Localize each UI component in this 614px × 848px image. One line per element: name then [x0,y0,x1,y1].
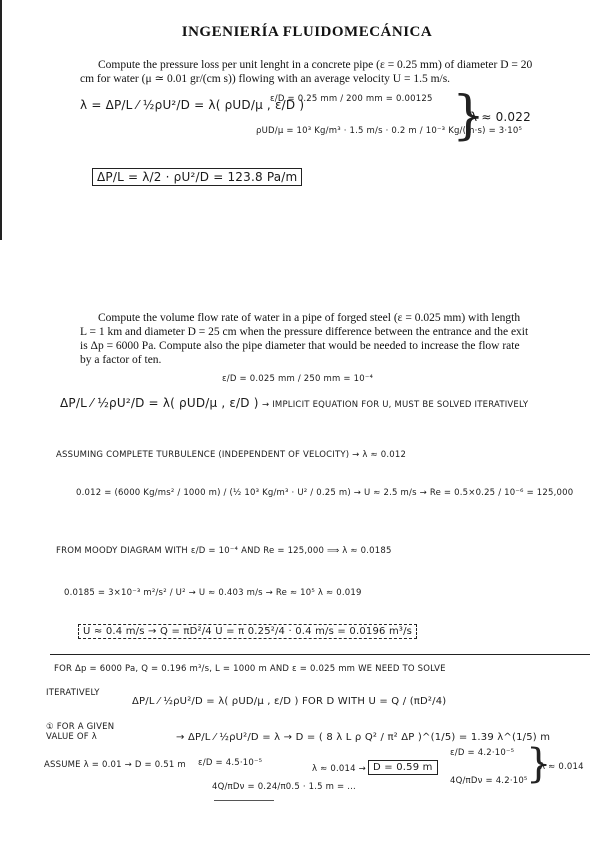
problem1-reynolds: ρUD/μ = 10³ Kg/m³ · 1.5 m/s · 0.2 m / 10⁻³ Kg/(m·s) = 3·10⁵ [256,126,523,136]
part2-assume-roughness: ε/D = 4.5·10⁻⁵ [198,758,263,768]
part2-right-reynolds: 4Q/πDν = 4.2·10⁵ [450,776,528,786]
part2-right-lambda: λ ≈ 0.014 [540,762,584,772]
problem1-statement-line2: cm for water (μ ≃ 0.01 gr/(cm s)) flowing with an average velocity U = 1.5 m/s. [80,73,451,85]
right-brace-icon: } [526,741,552,787]
problem2-iteration1: 0.012 = (6000 Kg/ms² / 1000 m) / (½ 10³ Kg/m³ · U² / 0.25 m) → U ≈ 2.5 m/s → Re = 0.5×0.25 / 10⁻⁶ = 125,000 [76,488,574,498]
part2-equation: ΔP/L ⁄ ½ρU²/D = λ( ρUD/μ , ε/D ) FOR D WITH U = Q / (πD²/4) [132,696,447,707]
part2-boxed-diameter: D = 0.59 m [368,760,438,775]
part2-assume: ASSUME λ = 0.01 → D = 0.51 m [44,760,186,770]
problem1-boxed-result: ΔP/L = λ/2 · ρU²/D = 123.8 Pa/m [92,168,302,186]
problem2-statement-line2: L = 1 km and diameter D = 25 cm when the pressure difference between the entrance and the exit [80,326,529,338]
part2-given: FOR Δp = 6000 Pa, Q = 0.196 m³/s, L = 1000 m AND ε = 0.025 mm WE NEED TO SOLVE [54,664,446,674]
problem2-iteration2: 0.0185 = 3×10⁻³ m²/s² / U² → U ≈ 0.403 m/s → Re ≈ 10⁵ λ ≈ 0.019 [64,588,362,598]
part2-iteratively: ITERATIVELY [46,688,100,698]
problem1-lambda-result: λ ≈ 0.022 [470,110,531,124]
section-divider [50,654,590,655]
problem2-flow-rate-result: U ≈ 0.4 m/s → Q = πD²/4 U = π 0.25²/4 · 0.4 m/s = 0.0196 m³/s [78,624,417,639]
part2-lambda-iteration: λ ≈ 0.014 → [312,764,366,774]
problem2-statement-line4: by a factor of ten. [80,354,162,366]
part2-assume-reynolds: 4Q/πDν = 0.24/π0.5 · 1.5 m = ... [212,782,356,792]
problem2-implicit-note: → IMPLICIT EQUATION FOR U, MUST BE SOLVED ITERATIVELY [262,400,529,410]
problem1-relative-roughness: ε/D = 0.25 mm / 200 mm = 0.00125 [270,94,433,104]
right-brace-icon: } [452,86,486,146]
problem2-statement-line1: Compute the volume flow rate of water in a pipe of forged steel (ε = 0.025 mm) with length [98,312,521,324]
problem2-moody-step: FROM MOODY DIAGRAM WITH ε/D = 10⁻⁴ AND Re = 125,000 ⟹ λ ≈ 0.0185 [56,546,392,556]
part2-step1-label: ① FOR A GIVEN VALUE OF λ [46,722,115,742]
underline-mark [214,800,274,801]
problem2-complete-turbulence: ASSUMING COMPLETE TURBULENCE (INDEPENDENT OF VELOCITY) → λ ≈ 0.012 [56,450,407,460]
part2-step1-equation: → ΔP/L ⁄ ½ρU²/D = λ → D = ( 8 λ L ρ Q² / π² ΔP )^(1/5) = 1.39 λ^(1/5) m [176,732,551,743]
problem1-statement-line1: Compute the pressure loss per unit lenght in a concrete pipe (ε = 0.25 mm) of diameter D = 20 [98,59,533,71]
problem2-statement-line3: is Δp = 6000 Pa. Compute also the pipe diameter that would be needed to increase the flow rate [80,340,520,352]
page-title: INGENIERÍA FLUIDOMECÁNICA [181,24,433,40]
problem2-relative-roughness: ε/D = 0.025 mm / 250 mm = 10⁻⁴ [222,374,374,384]
problem1-main-equation: λ = ΔP/L ⁄ ½ρU²/D = λ( ρUD/μ , ε/D ) [80,98,305,112]
problem2-main-equation: ΔP/L ⁄ ½ρU²/D = λ( ρUD/μ , ε/D ) [60,396,259,410]
part2-right-roughness: ε/D = 4.2·10⁻⁵ [450,748,515,758]
